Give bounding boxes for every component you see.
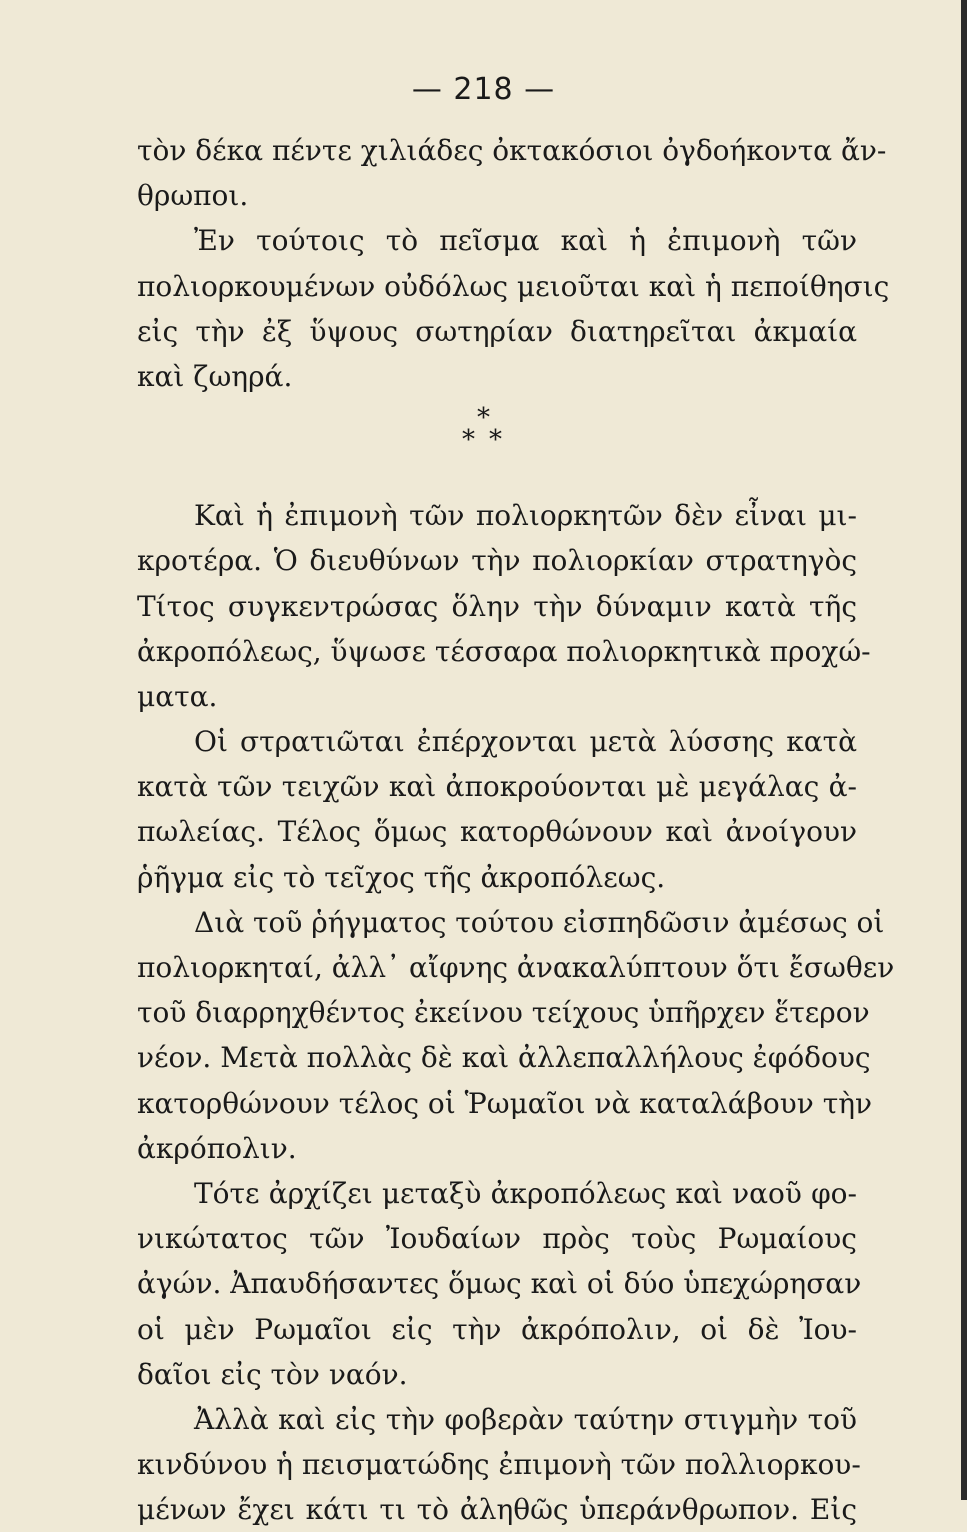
text-line: δαῖοι εἰς τὸν ναόν. xyxy=(137,1357,408,1391)
text-line: Ἐν τούτοις τὸ πεῖσμα καὶ ἡ ἐπιμονὴ τῶν xyxy=(194,224,857,258)
text-line: οἱ μὲν Ρωμαῖοι εἰς τὴν ἀκρόπολιν, οἱ δὲ Ἰου- xyxy=(137,1312,857,1346)
asterisk: * xyxy=(489,425,502,456)
asterisk: * xyxy=(477,403,490,434)
text-line: τὸν δέκα πέντε χιλιάδες ὀκτακόσιοι ὀγδοήκοντα ἄν- xyxy=(137,134,887,167)
text-line: κατὰ τῶν τειχῶν καὶ ἀποκρούονται μὲ μεγάλας ἀ- xyxy=(137,770,857,804)
text-line: Διὰ τοῦ ῥήγματος τούτου εἰσπηδῶσιν ἀμέσως οἱ xyxy=(194,905,885,939)
text-line: ἀκρόπολιν. xyxy=(137,1131,297,1165)
page-edge-shadow xyxy=(961,0,967,1500)
text-line: κροτέρα. Ὁ διευθύνων τὴν πολιορκίαν στρατηγὸς xyxy=(137,544,857,578)
text-line: ἀκροπόλεως, ὕψωσε τέσσαρα πολιορκητικὰ προχώ- xyxy=(137,634,871,668)
text-line: εἰς τὴν ἐξ ὕψους σωτηρίαν διατηρεῖται ἀκμαία xyxy=(137,314,857,348)
body-text xyxy=(137,128,895,1532)
text-line: μένων ἔχει κάτι τι τὸ ἀληθῶς ὑπεράνθρωπον. Εἰς xyxy=(137,1493,857,1527)
text-line: Τίτος συγκεντρώσας ὅλην τὴν δύναμιν κατὰ τῆς xyxy=(137,589,857,623)
text-line: νικώτατος τῶν Ἰουδαίων πρὸς τοὺς Ρωμαίους xyxy=(137,1222,857,1256)
text-line: θρωποι. xyxy=(137,179,249,213)
text-line: ῥῆγμα εἰς τὸ τεῖχος τῆς ἀκροπόλεως. xyxy=(137,860,666,894)
text-line: τοῦ διαρρηχθέντος ἐκείνου τείχους ὑπῆρχεν ἕτερον xyxy=(137,996,870,1030)
text-line: Τότε ἀρχίζει μεταξὺ ἀκροπόλεως καὶ ναοῦ φο- xyxy=(194,1176,857,1210)
text-line: Καὶ ἡ ἐπιμονὴ τῶν πολιορκητῶν δὲν εἶναι μι- xyxy=(194,499,857,533)
text-line: πολιορκουμένων οὐδόλως μειοῦται καὶ ἡ πεποίθησις xyxy=(137,269,890,303)
text-line: πολιορκηταί, ἀλλ᾽ αἴφνης ἀνακαλύπτουν ὅτι ἔσωθεν xyxy=(137,951,895,984)
text-line: νέον. Μετὰ πολλὰς δὲ καὶ ἀλλεπαλλήλους ἐφόδους xyxy=(137,1041,871,1075)
text-line: κατορθώνουν τέλος οἱ Ῥωμαῖοι νὰ καταλάβουν τὴν xyxy=(137,1086,872,1120)
text-line: Οἱ στρατιῶται ἐπέρχονται μετὰ λύσσης κατὰ xyxy=(194,725,857,759)
page-number: — 218 — xyxy=(411,72,556,107)
asterisk: * xyxy=(462,425,475,456)
text-line: Ἀλλὰ καὶ εἰς τὴν φοβερὰν ταύτην στιγμὴν τοῦ xyxy=(194,1402,857,1436)
section-break-asterism xyxy=(137,399,857,493)
text-line: ἀγών. Ἀπαυδήσαντες ὅμως καὶ οἱ δύο ὑπεχώρησαν xyxy=(137,1267,862,1301)
text-line: καὶ ζωηρά. xyxy=(137,359,293,393)
text-line: πωλείας. Τέλος ὅμως κατορθώνουν καὶ ἀνοίγουν xyxy=(137,815,857,849)
text-line: κινδύνου ἡ πεισματώδης ἐπιμονὴ τῶν πολλιορκου- xyxy=(137,1448,861,1482)
text-line: ματα. xyxy=(137,679,218,713)
